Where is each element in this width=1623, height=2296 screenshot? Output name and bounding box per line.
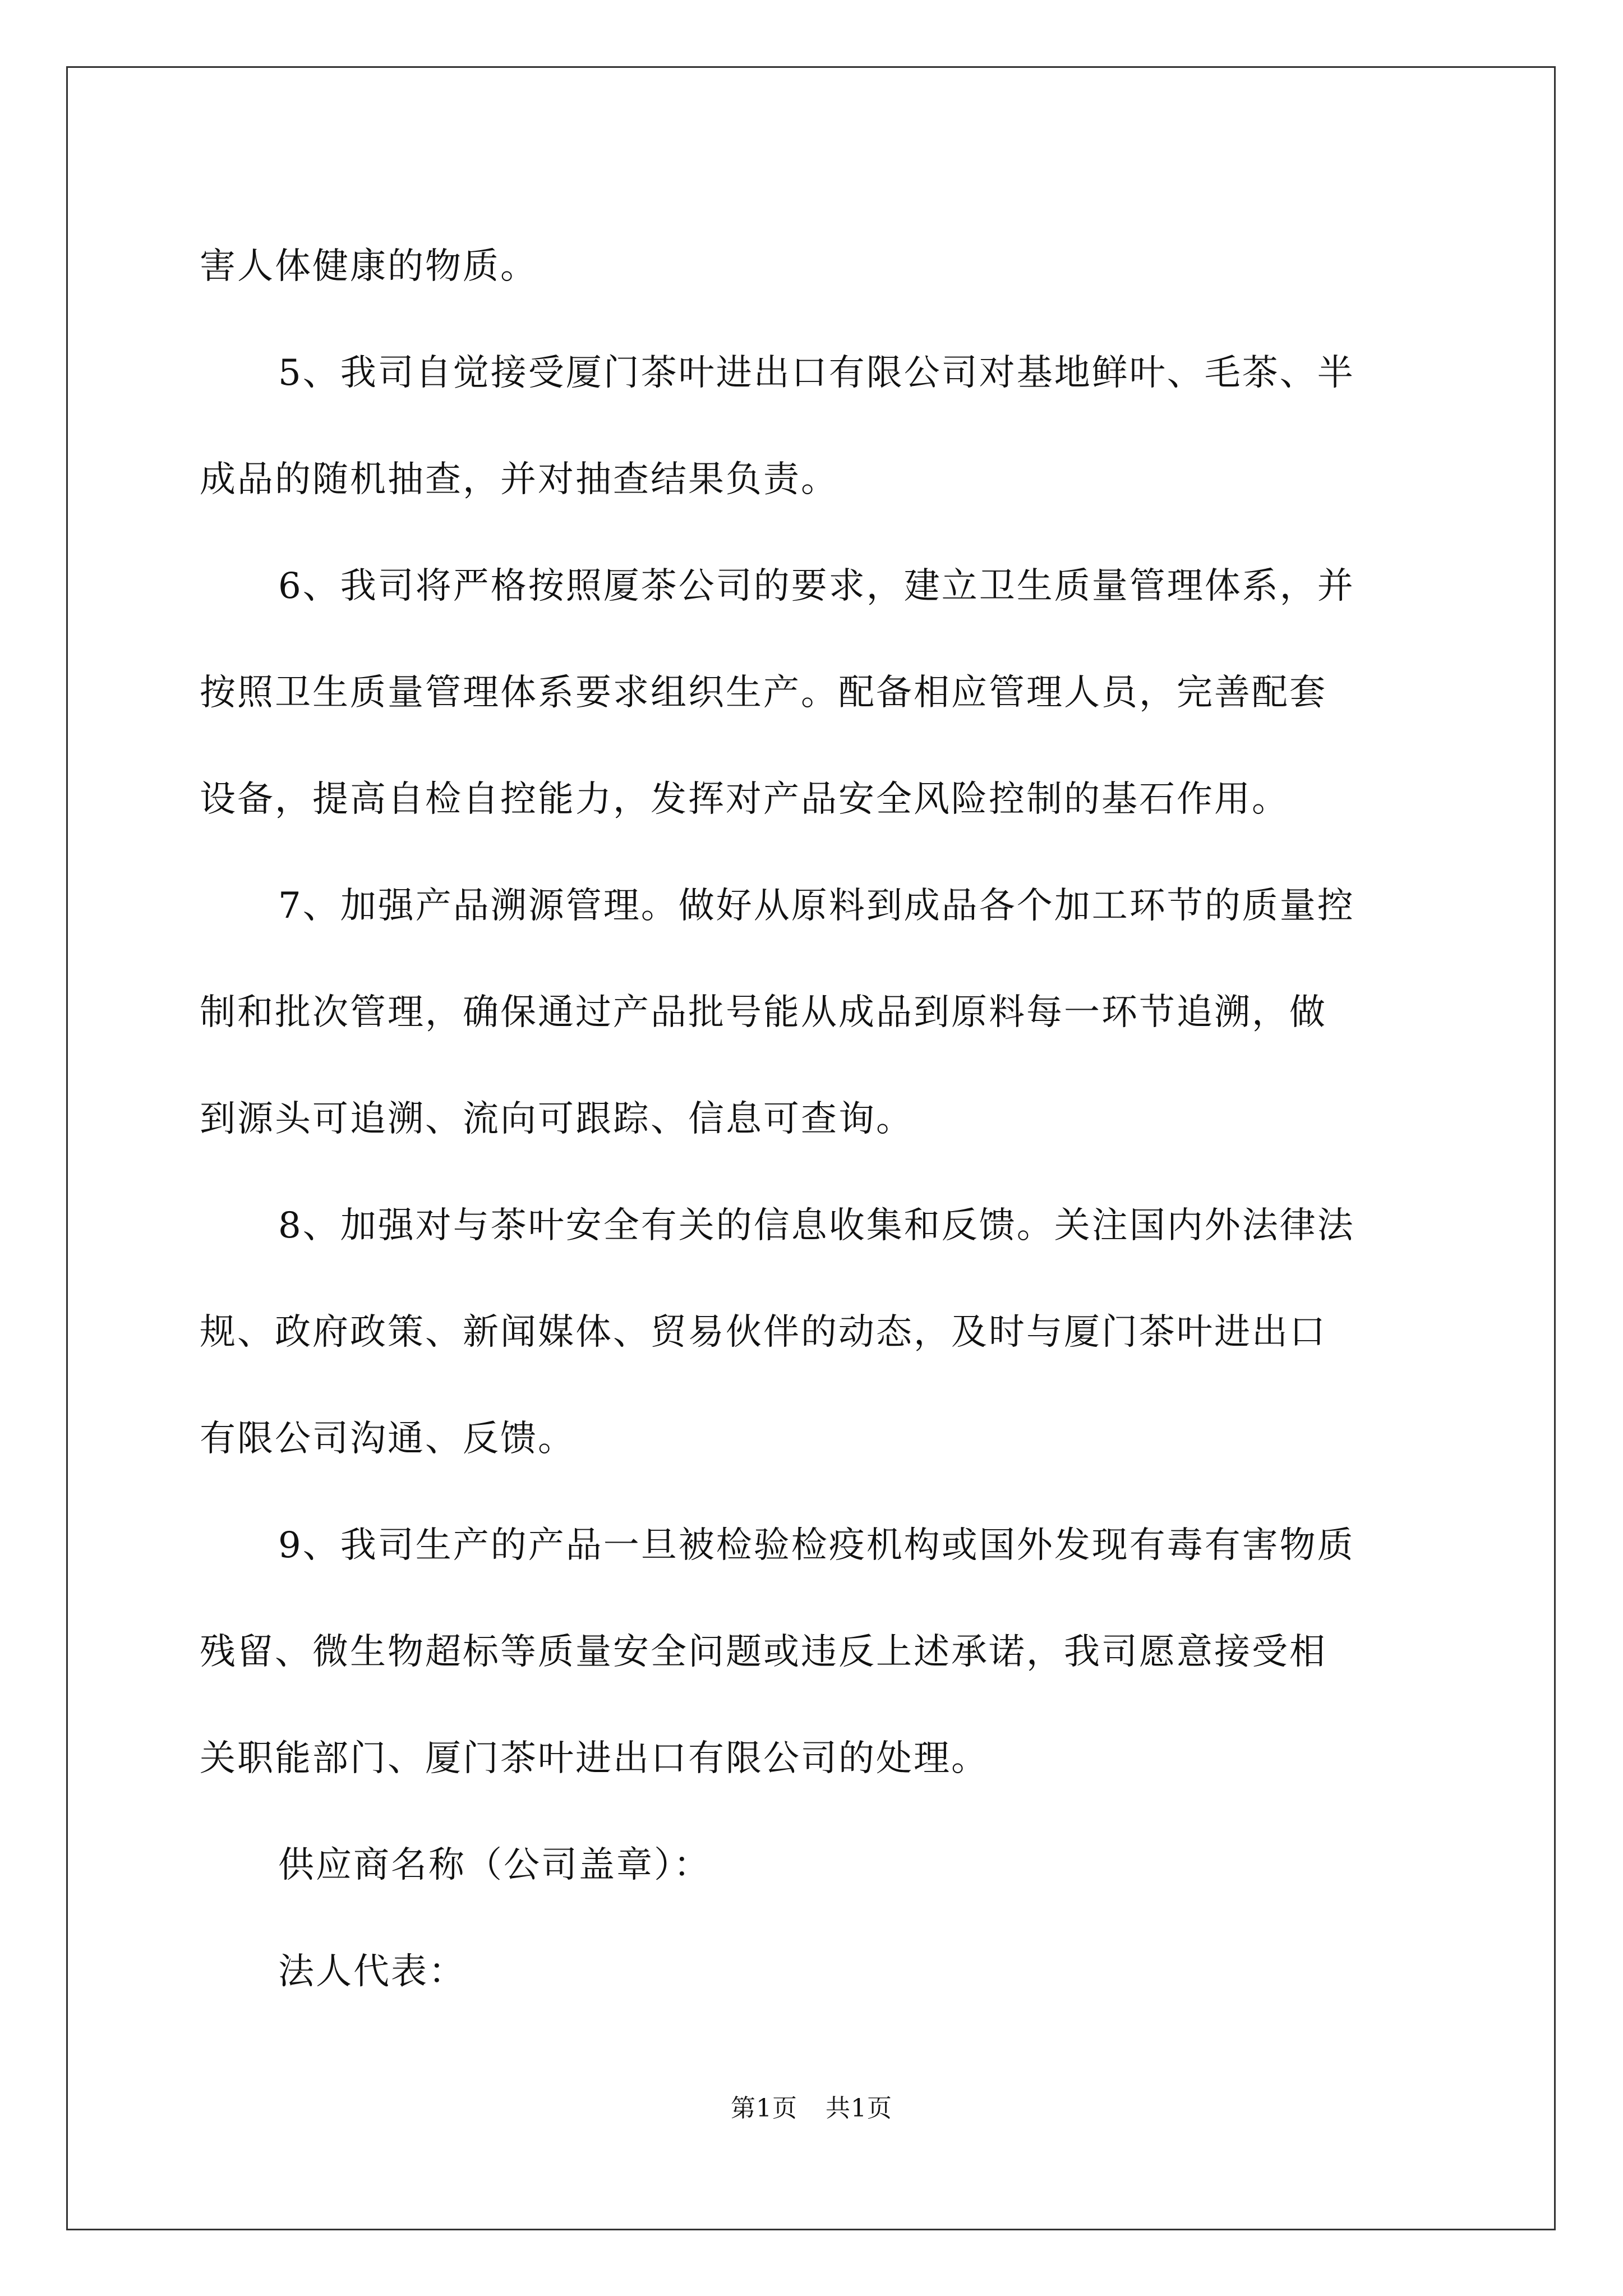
document-body	[200, 213, 1433, 2025]
text-line: 成品的随机抽查，并对抽查结果负责。	[200, 459, 838, 500]
text-line: 制和批次管理，确保通过产品批号能从成品到原料每一环节追溯，做	[200, 992, 1327, 1033]
text-line: 7、加强产品溯源管理。做好从原料到成品各个加工环节的质量控	[278, 885, 1355, 927]
page-total: 共1页	[826, 2094, 892, 2123]
text-line: 关职能部门、厦门茶叶进出口有限公司的处理。	[200, 1738, 989, 1779]
text-line: 到源头可追溯、流向可跟踪、信息可查询。	[200, 1098, 914, 1140]
text-line: 有限公司沟通、反馈。	[200, 1418, 575, 1460]
page-footer	[0, 2088, 1623, 2124]
text-line: 9、我司生产的产品一旦被检验检疫机构或国外发现有毒有害物质	[278, 1525, 1355, 1566]
text-line: 残留、微生物超标等质量安全问题或违反上述承诺，我司愿意接受相	[200, 1631, 1327, 1673]
text-line: 5、我司自觉接受厦门茶叶进出口有限公司对基地鲜叶、毛茶、半	[278, 352, 1355, 394]
text-line: 设备，提高自检自控能力，发挥对产品安全风险控制的基石作用。	[200, 779, 1289, 820]
text-line: 规、政府政策、新闻媒体、贸易伙伴的动态，及时与厦门茶叶进出口	[200, 1312, 1327, 1353]
text-line: 8、加强对与茶叶安全有关的信息收集和反馈。关注国内外法律法	[278, 1205, 1355, 1246]
text-line: 6、我司将严格按照厦茶公司的要求，建立卫生质量管理体系，并	[278, 565, 1355, 607]
supplier-name-label: 供应商名称（公司盖章）：	[278, 1844, 711, 1886]
legal-representative-label: 法人代表：	[278, 1951, 466, 1993]
text-line: 害人体健康的物质。	[200, 246, 538, 287]
text-line: 按照卫生质量管理体系要求组织生产。配备相应管理人员，完善配套	[200, 672, 1327, 714]
page-current: 第1页	[731, 2094, 797, 2123]
